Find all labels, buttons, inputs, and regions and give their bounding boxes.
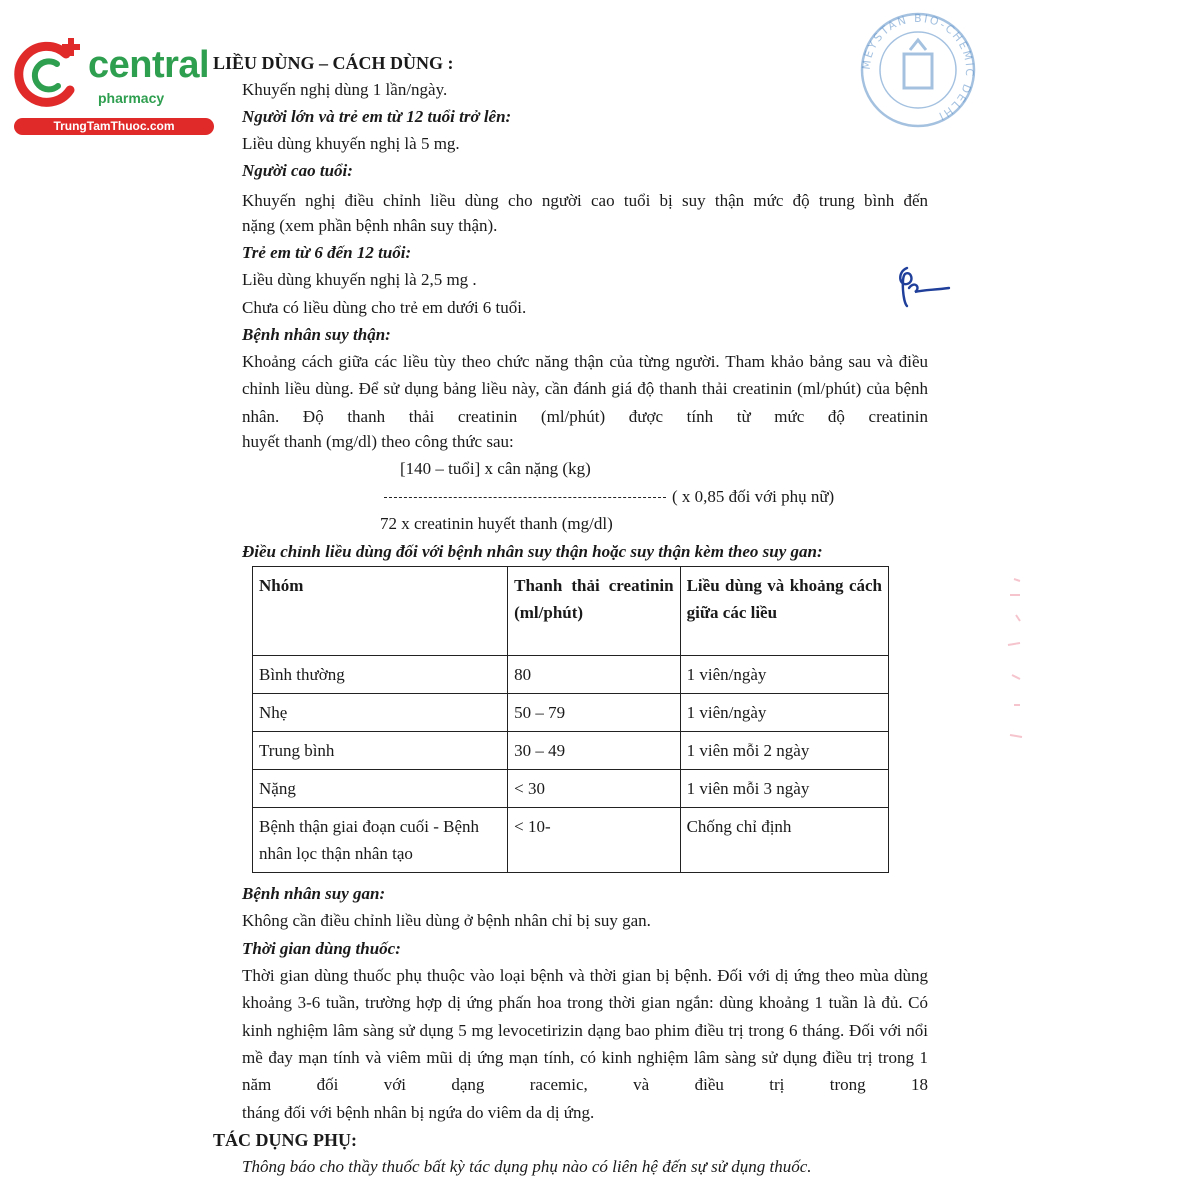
table-cell: Bệnh thận giai đoạn cuối - Bệnh nhân lọc thận nhân tạo bbox=[253, 808, 508, 873]
renal-paragraph: Khoảng cách giữa các liều tùy theo chức năng thận của từng người. Tham khảo bảng sau và điều chỉnh liều dùng. Để sử dụng bảng liều này, cần đánh giá độ thanh thải creatinin (ml/phút) của bệnh nhân. Độ thanh thải creatinin (ml/phút) được tính từ mức độ creatinin bbox=[242, 352, 928, 426]
header-text: Liều dùng và khoảng cách giữa các liều bbox=[686, 576, 882, 622]
renal-heading: Bệnh nhân suy thận: bbox=[242, 325, 391, 344]
table-row bbox=[253, 656, 889, 694]
table-cell: 30 – 49 bbox=[508, 732, 680, 770]
header-text: Thanh thải creatinin (ml/phút) bbox=[514, 576, 674, 622]
hepatic-text: Không cần điều chỉnh liều dùng ở bệnh nhân chỉ bị suy gan. bbox=[242, 911, 651, 930]
side-effects-text: Thông báo cho thầy thuốc bất kỳ tác dụng phụ nào có liên hệ đến sự sử dụng thuốc. bbox=[242, 1157, 812, 1176]
duration-heading: Thời gian dùng thuốc: bbox=[242, 939, 401, 958]
table-row bbox=[253, 694, 889, 732]
child-heading: Trẻ em từ 6 đến 12 tuổi: bbox=[242, 243, 412, 262]
table-cell: Nặng bbox=[253, 770, 508, 808]
dose-adjustment-table bbox=[252, 566, 889, 873]
table-cell: Nhẹ bbox=[253, 694, 508, 732]
table-cell: 80 bbox=[508, 656, 680, 694]
table-row bbox=[253, 732, 889, 770]
renal-paragraph-last: huyết thanh (mg/dl) theo công thức sau: bbox=[242, 432, 514, 451]
table-header-cell bbox=[508, 567, 680, 656]
table-row bbox=[253, 770, 889, 808]
table-header-row bbox=[253, 567, 889, 656]
formula-fraction-rule bbox=[384, 497, 666, 498]
side-effects-title: TÁC DỤNG PHỤ: bbox=[213, 1130, 357, 1150]
hepatic-heading: Bệnh nhân suy gan: bbox=[242, 884, 386, 903]
child-text-1: Liều dùng khuyến nghị là 2,5 mg . bbox=[242, 270, 477, 289]
signature-icon bbox=[893, 262, 955, 312]
table-header-cell: Nhóm bbox=[253, 567, 508, 656]
table-cell: 1 viên/ngày bbox=[680, 694, 888, 732]
company-stamp-icon bbox=[852, 10, 984, 130]
formula-note: ( x 0,85 đối với phụ nữ) bbox=[672, 487, 835, 506]
table-header-cell bbox=[680, 567, 888, 656]
child-text-2: Chưa có liều dùng cho trẻ em dưới 6 tuổi. bbox=[242, 298, 527, 317]
adult-heading: Người lớn và trẻ em từ 12 tuổi trở lên: bbox=[242, 107, 512, 126]
edge-mark-icon bbox=[1000, 575, 1026, 745]
table-cell: 1 viên mỗi 3 ngày bbox=[680, 770, 888, 808]
duration-paragraph-last: tháng đối với bệnh nhân bị ngứa do viêm da dị ứng. bbox=[242, 1103, 595, 1122]
elderly-heading: Người cao tuổi: bbox=[242, 161, 353, 180]
table-cell: Trung bình bbox=[253, 732, 508, 770]
logo-c-mark-icon bbox=[10, 36, 90, 116]
stamp-ring-text: MEYSTAN BIO-CHEMIC DELHI bbox=[859, 11, 977, 124]
table-caption: Điều chỉnh liều dùng đối với bệnh nhân suy thận hoặc suy thận kèm theo suy gan: bbox=[242, 542, 823, 561]
table-cell: < 30 bbox=[508, 770, 680, 808]
logo-sub-text: pharmacy bbox=[98, 90, 165, 106]
table-cell: 1 viên/ngày bbox=[680, 656, 888, 694]
elderly-text-2: nặng (xem phần bệnh nhân suy thận). bbox=[242, 216, 498, 235]
table-row bbox=[253, 808, 889, 873]
table-cell: Chống chỉ định bbox=[680, 808, 888, 873]
table-cell: 1 viên mỗi 2 ngày bbox=[680, 732, 888, 770]
adult-text: Liều dùng khuyến nghị là 5 mg. bbox=[242, 134, 460, 153]
table-cell: < 10- bbox=[508, 808, 680, 873]
formula-numerator: [140 – tuổi] x cân nặng (kg) bbox=[400, 459, 591, 478]
elderly-text-1: Khuyến nghị điều chỉnh liều dùng cho người cao tuổi bị suy thận mức độ trung bình đến bbox=[242, 191, 928, 210]
duration-paragraph: Thời gian dùng thuốc phụ thuộc vào loại bệnh và thời gian bị bệnh. Đối với dị ứng theo mùa dùng khoảng 3-6 tuần, trường hợp dị ứng phấn hoa trong thời gian ngắn: dùng khoảng 1 tuần là đủ. Có kinh nghiệm lâm sàng sử dụng 5 mg levocetirizin dạng bao phim điều trị trong 6 tháng. Đối với nổi mề đay mạn tính và viêm mũi dị ứng mạn tính, có kinh nghiệm lâm sàng sử dụng điều trị trong 1 năm đối với dạng racemic, và điều trị trong 18 bbox=[242, 966, 928, 1095]
central-pharmacy-logo bbox=[10, 36, 215, 136]
recommend-line: Khuyến nghị dùng 1 lần/ngày. bbox=[242, 80, 448, 99]
table-cell: 50 – 79 bbox=[508, 694, 680, 732]
table-cell: Bình thường bbox=[253, 656, 508, 694]
formula-denominator: 72 x creatinin huyết thanh (mg/dl) bbox=[380, 514, 613, 533]
section-title: LIỀU DÙNG – CÁCH DÙNG : bbox=[213, 53, 454, 73]
logo-brand-text: central bbox=[88, 44, 210, 86]
logo-site-banner: TrungTamThuoc.com bbox=[14, 118, 214, 135]
